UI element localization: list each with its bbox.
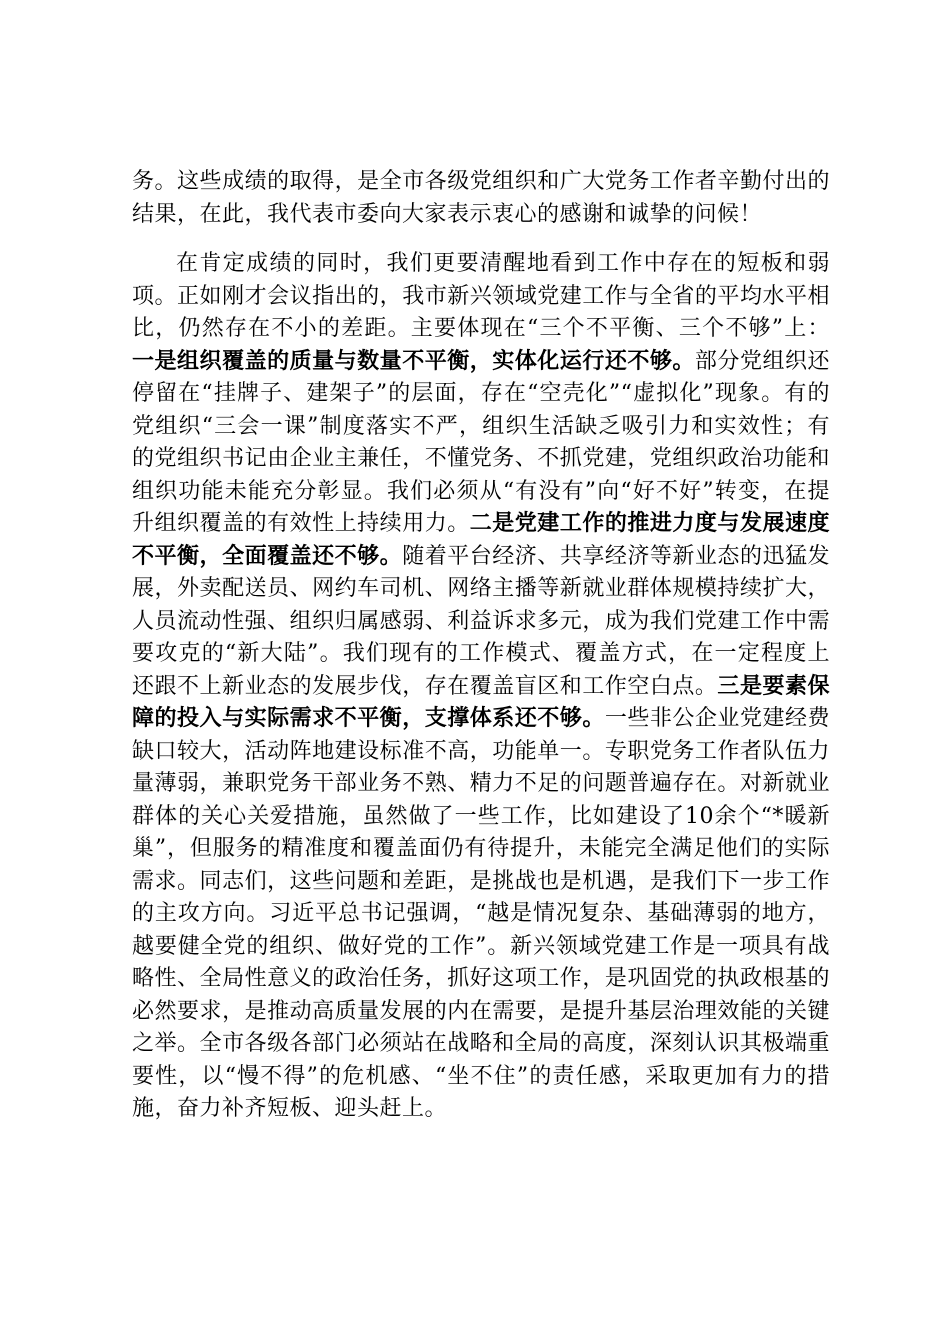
paragraph-1-text: 务。这些成绩的取得，是全市各级党组织和广大党务工作者辛勤付出的结果，在此，我代表市委向大家表示衷心的感谢和诚挚的问候！ xyxy=(132,169,830,227)
paragraph-continuation xyxy=(132,166,830,231)
point-3-body: 一些非公企业党建经费缺口较大，活动阵地建设标准不高，功能单一。专职党务工作者队伍力量薄弱，兼职党务干部业务不熟、精力不足的问题普遍存在。对新就业群体的关心关爱措施，虽然做了一些工作，比如建设了10余个“*暖新巢”，但服务的精准度和覆盖面仍有待提升，未能完全满足他们的实际需求。同志们，这些问题和差距，是挑战也是机遇，是我们下一步工作的主攻方向。习近平总书记强调，“越是情况复杂、基础薄弱的地方，越要健全党的组织、做好党的工作”。新兴领域党建工作是一项具有战略性、全局性意义的政治任务，抓好这项工作，是巩固党的执政根基的必然要求，是推动高质量发展的内在需要，是提升基层治理效能的关键之举。全市各级各部门必须站在战略和全局的高度，深刻认识其极端重要性，以“慢不得”的危机感、“坐不住”的责任感，采取更加有力的措施，奋力补齐短板、迎头赶上。 xyxy=(132,706,830,1121)
paragraph-2-intro: 在肯定成绩的同时，我们更要清醒地看到工作中存在的短板和弱项。正如刚才会议指出的，我市新兴领域党建工作与全省的平均水平相比，仍然存在不小的差距。主要体现在“三个不平衡、三个不够”上： xyxy=(132,251,830,341)
point-1-heading: 一是组织覆盖的质量与数量不平衡，实体化运行还不够。 xyxy=(132,348,695,374)
point-3-heading: 三是要素保障的投入与实际需求不平衡，支撑体系还不够。 xyxy=(132,673,830,731)
paragraph-shortcomings xyxy=(132,248,830,1126)
document-body xyxy=(132,166,830,1126)
point-2-heading: 二是党建工作的推进力度与发展速度不平衡，全面覆盖还不够。 xyxy=(132,511,830,569)
point-1-body: 部分党组织还停留在“挂牌子、建架子”的层面，存在“空壳化”“虚拟化”现象。有的党组织“三会一课”制度落实不严，组织生活缺乏吸引力和实效性；有的党组织书记由企业主兼任，不懂党务、不抓党建，党组织政治功能和组织功能未能充分彰显。我们必须从“有没有”向“好不好”转变，在提升组织覆盖的有效性上持续用力。 xyxy=(132,348,830,536)
point-2-body: 随着平台经济、共享经济等新业态的迅猛发展，外卖配送员、网约车司机、网络主播等新就业群体规模持续扩大，人员流动性强、组织归属感弱、利益诉求多元，成为我们党建工作中需要攻克的“新大陆”。我们现有的工作模式、覆盖方式，在一定程度上还跟不上新业态的发展步伐，存在覆盖盲区和工作空白点。 xyxy=(132,543,830,699)
